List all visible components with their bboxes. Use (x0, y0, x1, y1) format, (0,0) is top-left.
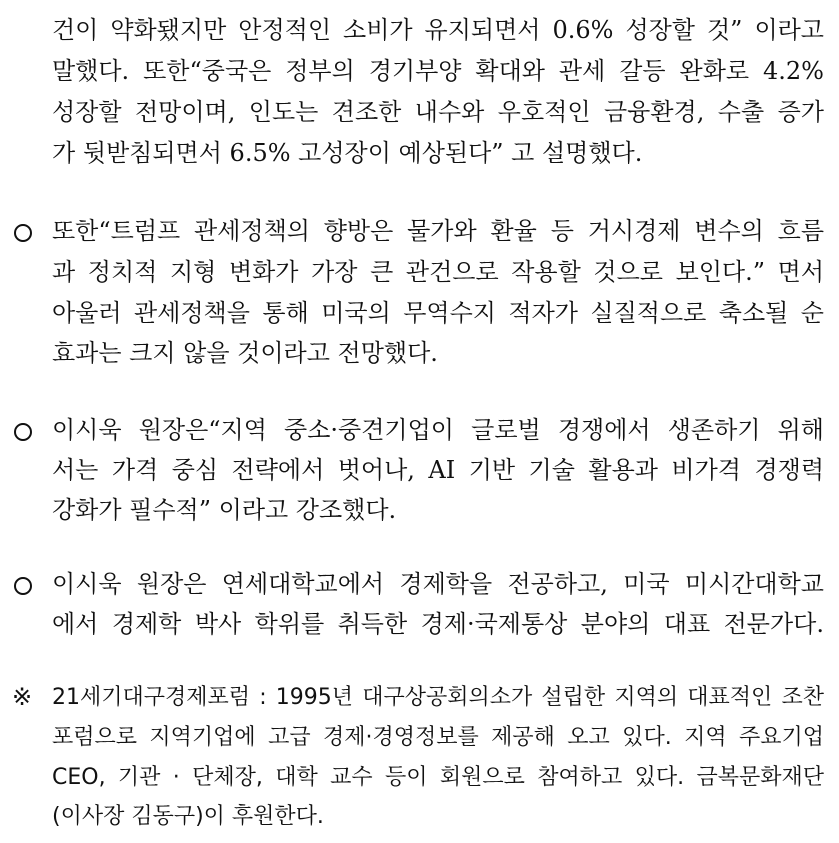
reference-mark-icon: ※ (12, 683, 33, 711)
paragraph-line: 강화가 필수적” 이라고 강조했다. (52, 496, 397, 524)
paragraph-line: 이시욱 원장은 연세대학교에서 경제학을 전공하고, 미국 미시간대학교 (52, 570, 824, 598)
bullet-circle-icon (14, 224, 32, 242)
paragraph-line: 건이 약화됐지만 안정적인 소비가 유지되면서 0.6% 성장할 것” 이라고 (52, 16, 824, 44)
bullet-circle-icon (14, 423, 32, 441)
paragraph-line: 말했다. 또한“중국은 정부의 경기부양 확대와 관세 갈등 완화로 4.2% (52, 57, 824, 85)
paragraph-line: 효과는 크지 않을 것이라고 전망했다. (52, 339, 438, 367)
bullet-circle-icon (14, 577, 32, 595)
paragraph-line: 가 뒷받침되면서 6.5% 고성장이 예상된다” 고 설명했다. (52, 139, 643, 167)
paragraph-line: 에서 경제학 박사 학위를 취득한 경제·국제통상 분야의 대표 전문가다. (52, 610, 824, 638)
paragraph-line: 또한“트럼프 관세정책의 향방은 물가와 환율 등 거시경제 변수의 흐름 (52, 217, 824, 245)
paragraph-line: 과 정치적 지형 변화가 가장 큰 관건으로 작용할 것으로 보인다.” 면서 (52, 258, 824, 286)
paragraph-line: 아울러 관세정책을 통해 미국의 무역수지 적자가 실질적으로 축소될 순 (52, 299, 824, 327)
footnote-line: CEO, 기관 · 단체장, 대학 교수 등이 회원으로 참여하고 있다. 금복문화재단 (52, 765, 824, 790)
paragraph-line: 이시욱 원장은“지역 중소·중견기업이 글로벌 경쟁에서 생존하기 위해 (52, 416, 824, 444)
paragraph-line: 성장할 전망이며, 인도는 견조한 내수와 우호적인 금융환경, 수출 증가 (52, 98, 824, 126)
footnote-line: (이사장 김동구)이 후원한다. (52, 804, 324, 829)
footnote-line: 21세기대구경제포럼 : 1995년 대구상공회의소가 설립한 지역의 대표적인 조찬 (52, 685, 824, 710)
footnote-line: 포럼으로 지역기업에 고급 경제·경영정보를 제공해 오고 있다. 지역 주요기업 (52, 725, 824, 750)
paragraph-line: 서는 가격 중심 전략에서 벗어나, AI 기반 기술 활용과 비가격 경쟁력 (52, 456, 824, 484)
